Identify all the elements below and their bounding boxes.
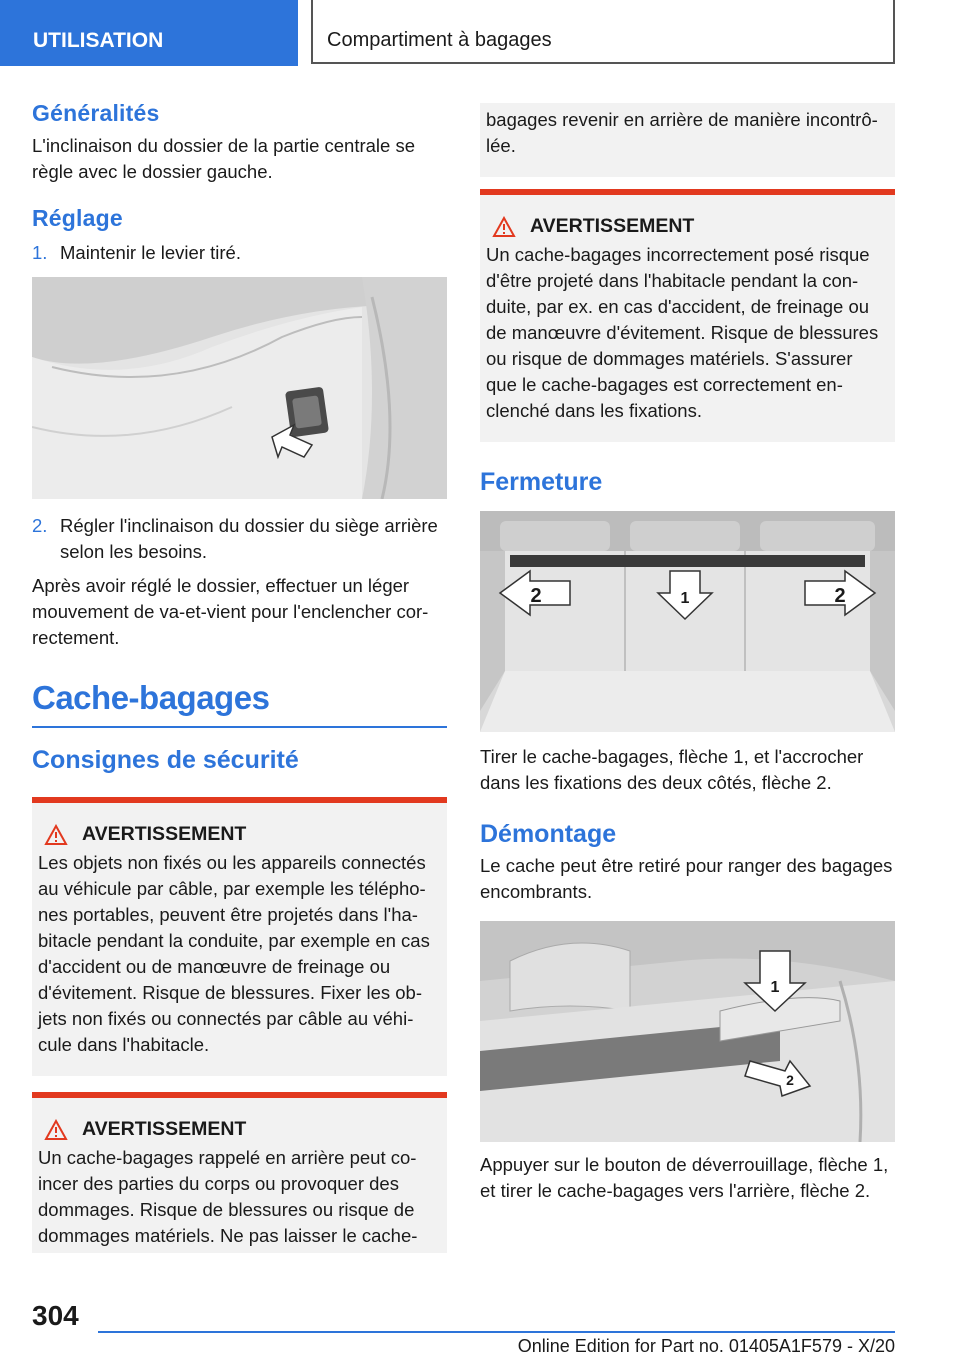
warning-text: Les objets non fixés ou les appareils connectés au véhicule par câble, par exemple les téléphones portables, peuvent être projetés dans l'habitacle pendant la conduite, par exemple en cas d'accident ou de manœuvre de freinage ou d'évitement. Risque de blessures. Fixer les objets non fixés ou connectés par câble au véhicule dans l'habitacle. xyxy=(38,852,430,1055)
step-text: Régler l'inclinaison du dossier du siège arrière selon les besoins. xyxy=(60,515,438,562)
warning-header xyxy=(486,215,887,238)
seat-lever-image xyxy=(32,277,447,499)
generalites-heading: Généralités xyxy=(32,100,160,126)
warning-text: Un cache-bagages rappelé en arrière peut coincer des parties du corps ou provoquer des dommages. Risque de blessures ou risque de dommages matériels. Ne pas laisser le cache- xyxy=(38,1147,418,1246)
right-column xyxy=(480,103,895,1204)
header-section-label: UTILISATION xyxy=(33,29,164,52)
step-number: 1. xyxy=(32,242,48,263)
warning-triangle-icon xyxy=(492,216,516,238)
header-rule xyxy=(313,62,895,64)
warning-box xyxy=(32,797,447,1076)
fermeture-text: Tirer le cache-bagages, flèche 1, et l'accrocher dans les fixations des deux côtés, flèche 2. xyxy=(480,746,864,793)
reglage-steps xyxy=(32,240,447,266)
warning-box xyxy=(480,189,895,442)
header-title: Compartiment à bagages xyxy=(327,29,552,51)
consignes-heading: Consignes de sécurité xyxy=(32,746,299,774)
warning-title: AVERTISSEMENT xyxy=(530,215,695,237)
warning-title: AVERTISSEMENT xyxy=(82,1118,247,1140)
footer-rule xyxy=(98,1331,895,1333)
reglage-heading: Réglage xyxy=(32,205,123,231)
header-section-tab xyxy=(0,0,298,66)
demontage-caption: Appuyer sur le bouton de déverrouillage, flèche 1, et tirer le cache-bagages vers l'arrière, flèche 2. xyxy=(480,1154,889,1201)
step-1 xyxy=(32,240,447,266)
trunk-cover-closing-image xyxy=(480,511,895,732)
section-heading: Cache-bagages xyxy=(32,679,270,716)
step-2 xyxy=(32,513,447,565)
trunk-cover-removal-image xyxy=(480,921,895,1142)
demontage-heading: Démontage xyxy=(480,820,617,848)
warning-text: Un cache-bagages incorrectement posé risque d'être projeté dans l'habitacle pendant la conduite, par ex. en cas d'accident, de freinage ou de manœuvre d'évitement. Risque de blessures ou risque de dommages matériels. S'assurer que le cache-bagages est correctement enclenché dans les fixations. xyxy=(486,244,879,421)
warning-header xyxy=(38,1118,439,1141)
header-divider xyxy=(311,0,313,64)
after-adjust-text: Après avoir réglé le dossier, effectuer un léger mouvement de va-et-vient pour l'enclencher correctement. xyxy=(32,575,429,648)
header-rule-end xyxy=(893,0,895,64)
warning-triangle-icon xyxy=(44,1119,68,1141)
generalites-text: L'inclinaison du dossier de la partie centrale se règle avec le dossier gauche. xyxy=(32,135,416,182)
reglage-steps-cont xyxy=(32,513,447,565)
warning-continuation-text: bagages revenir en arrière de manière incontrôlée. xyxy=(486,109,878,156)
arrow-label-center: 1 xyxy=(680,590,690,607)
left-column xyxy=(32,100,447,1253)
step-number: 2. xyxy=(32,515,48,536)
warning-box xyxy=(32,1092,447,1253)
fermeture-heading: Fermeture xyxy=(480,468,603,496)
arrow-label-left: 2 xyxy=(530,585,542,607)
page-number: 304 xyxy=(32,1300,79,1331)
warning-title: AVERTISSEMENT xyxy=(82,823,247,845)
arrow-label-right: 2 xyxy=(834,585,846,607)
warning-header xyxy=(38,823,439,846)
section-rule xyxy=(32,726,447,728)
footer-edition: Online Edition for Part no. 01405A1F579 - X/20 xyxy=(517,1336,895,1356)
removal-arrow-label-2: 2 xyxy=(786,1072,794,1088)
warning-triangle-icon xyxy=(44,824,68,846)
demontage-text: Le cache peut être retiré pour ranger des bagages encombrants. xyxy=(480,855,893,902)
removal-arrow-label-1: 1 xyxy=(770,979,780,996)
warning-continuation xyxy=(480,103,895,177)
step-text: Maintenir le levier tiré. xyxy=(60,242,241,263)
